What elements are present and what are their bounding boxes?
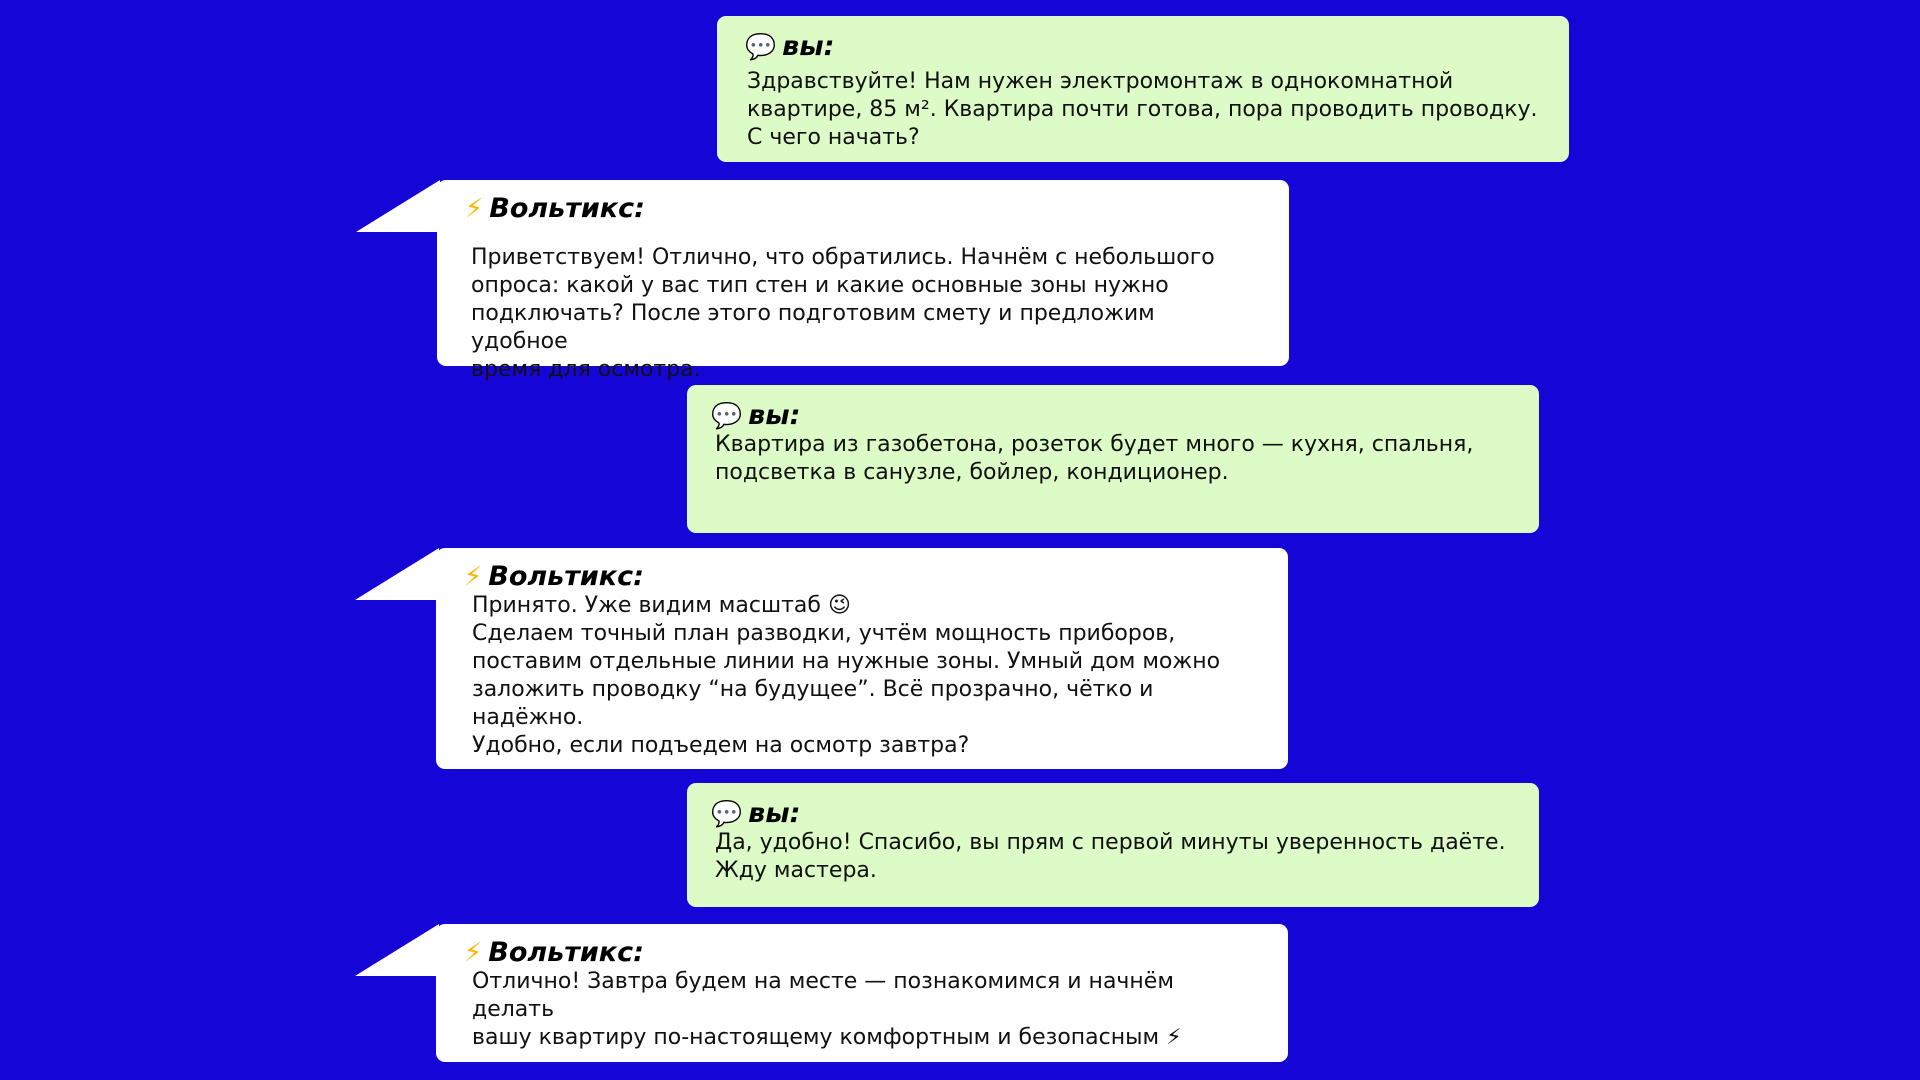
message-header (464, 560, 1254, 594)
message-header (745, 30, 1539, 64)
bubble-tail (355, 924, 439, 976)
sender-name: вы: (748, 400, 801, 431)
user-message-2 (687, 385, 1539, 533)
message-header (465, 192, 1255, 226)
bot-message-1 (437, 180, 1289, 382)
speech-bubble-icon: 💬 (745, 32, 777, 61)
message-text: Квартира из газобетона, розеток будет много — кухня, спальня, подсветка в санузле, бойлер, кондиционер. (715, 432, 1474, 485)
bot-message-2 (436, 548, 1288, 769)
message-text: Здравствуйте! Нам нужен электромонтаж в однокомнатной квартире, 85 м². Квартира почти готова, пора проводить проводку. С чего начать? (747, 69, 1538, 150)
message-header (711, 797, 1511, 831)
sender-name: вы: (782, 31, 835, 62)
bubble-tail (356, 180, 440, 232)
message-text: Отлично! Завтра будем на месте — познакомимся и начнём делать вашу квартиру по-настоящему комфортным и безопасным ⚡ (472, 969, 1182, 1050)
speech-bubble-icon: 💬 (711, 401, 743, 430)
message-header (464, 936, 1254, 970)
sender-name: Вольтикс: (488, 937, 644, 968)
lightning-icon: ⚡ (465, 194, 484, 224)
lightning-icon: ⚡ (464, 562, 483, 592)
sender-name: Вольтикс: (489, 193, 645, 224)
message-text: Да, удобно! Спасибо, вы прям с первой минуты уверенность даёте. Жду мастера. (715, 830, 1506, 883)
sender-name: вы: (748, 798, 801, 829)
speech-bubble-icon: 💬 (711, 799, 743, 828)
user-message-3 (687, 783, 1539, 907)
message-text: Принято. Уже видим масштаб 😉 Сделаем точный план разводки, учтём мощность приборов, поставим отдельные линии на нужные зоны. Умный дом можно заложить проводку “на будущее”. Всё прозрачно, чётко и надёжно. Удобно, если подъедем на осмотр завтра? (472, 593, 1221, 758)
bot-message-3 (436, 924, 1288, 1062)
message-header (711, 399, 1511, 433)
sender-name: Вольтикс: (488, 561, 644, 592)
user-message-1 (717, 16, 1569, 162)
lightning-icon: ⚡ (464, 938, 483, 968)
message-text: Приветствуем! Отлично, что обратились. Начнём с небольшого опроса: какой у вас тип стен и какие основные зоны нужно подключать? После этого подготовим смету и предложим удобное время для осмотра. (471, 245, 1215, 382)
bubble-tail (355, 548, 439, 600)
